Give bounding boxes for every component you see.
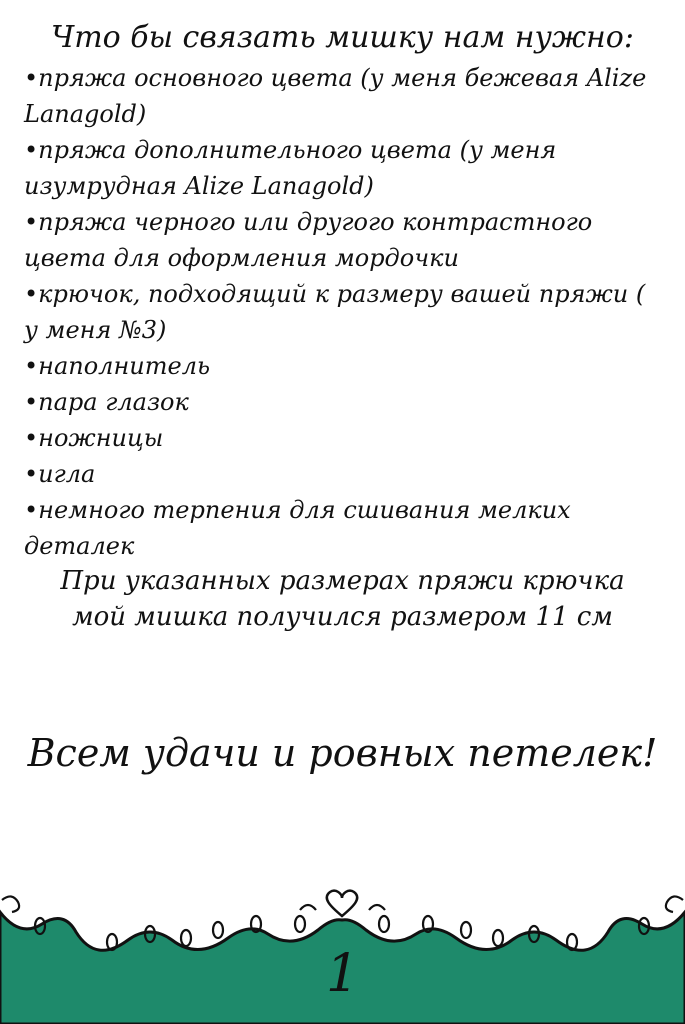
list-item [24,384,664,420]
bullet: • [24,424,39,452]
materials-list [24,60,664,564]
heart-icon [327,891,357,916]
list-item-text: ножницы [38,424,164,452]
list-item-text: пряжа черного или другого контрастного цвета для оформления мордочки [24,208,593,272]
bullet: • [24,352,39,380]
bullet: • [24,388,39,416]
list-item-text: немного терпения для сшивания мелких деталек [24,496,571,560]
list-item [24,132,664,204]
list-item-text: наполнитель [38,352,211,380]
bullet: • [24,280,39,308]
bullet: • [24,136,39,164]
bullet: • [24,208,39,236]
list-item-text: пряжа дополнительного цвета (у меня изумрудная Alize Lanagold) [24,136,557,200]
list-item [24,60,664,132]
list-item [24,492,664,564]
size-note: При указанных размерах пряжи крючка мой мишка получился размером 11 см [60,566,625,632]
page-heading: Что бы связать мишку нам нужно: [51,20,634,55]
list-item [24,456,664,492]
page-number: 1 [325,944,360,1004]
list-item-text: игла [38,460,96,488]
bullet: • [24,460,39,488]
list-item [24,348,664,384]
closing-wish: Всем удачи и ровных петелек! [27,731,658,775]
list-item [24,420,664,456]
list-item-text: пряжа основного цвета (у меня бежевая Alize Lanagold) [24,64,647,128]
bullet: • [24,496,39,524]
list-item [24,204,664,276]
list-item-text: крючок, подходящий к размеру вашей пряжи ( у меня №3) [24,280,646,344]
list-item [24,276,664,348]
bullet: • [24,64,39,92]
list-item-text: пара глазок [38,388,189,416]
